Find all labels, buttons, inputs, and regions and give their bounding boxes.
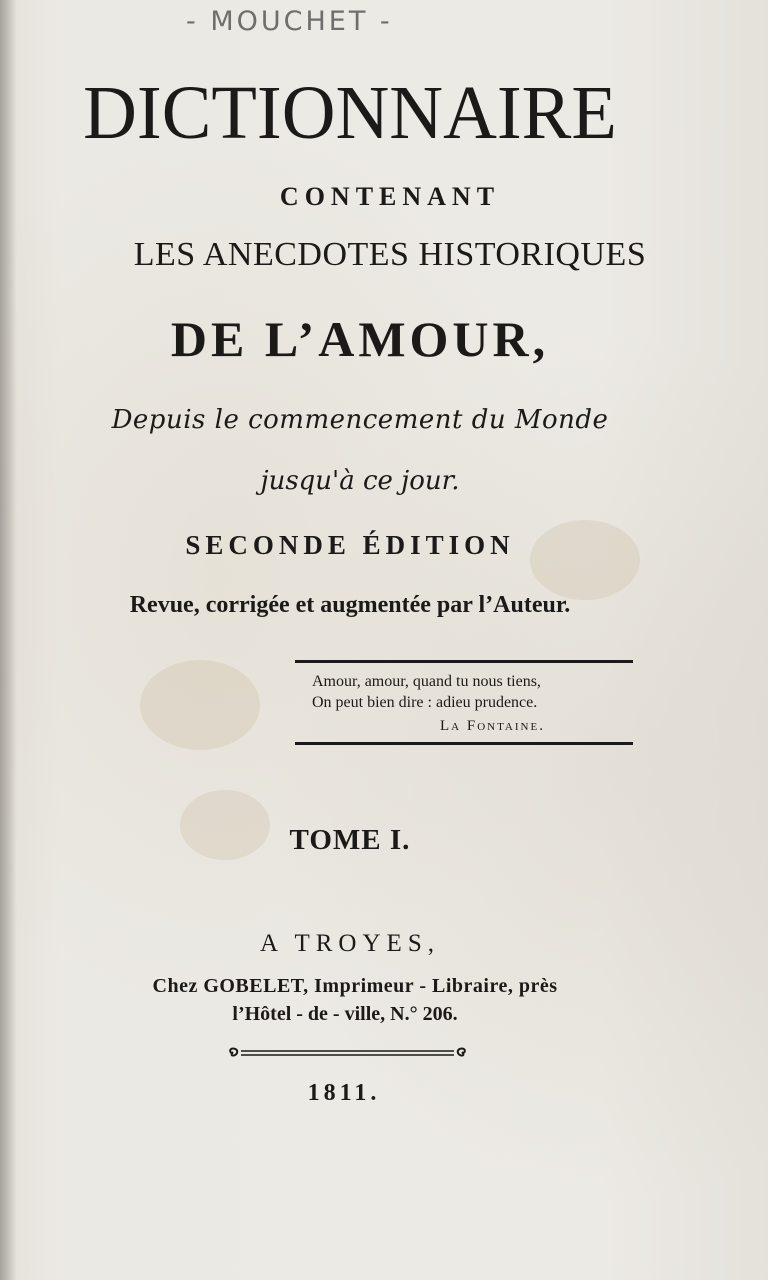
revision-note: Revue, corrigée et augmentée par l’Auteur. (129, 592, 571, 618)
imprint-printer: Chez GOBELET, Imprimeur - Libraire, près (152, 975, 558, 997)
epigraph-top-rule (295, 660, 633, 663)
subtitle-anecdotes: LES ANECDOTES HISTORIQUES (133, 236, 647, 273)
edition-statement: SECONDE ÉDITION (185, 530, 515, 560)
script-line-jusqua: jusqu'à ce jour. (260, 466, 460, 496)
book-title: DICTIONNAIRE (83, 71, 617, 155)
paper-stain (140, 660, 260, 750)
script-line-depuis: Depuis le commencement du Monde (111, 405, 609, 435)
epigraph-line-1: Amour, amour, quand tu nous tiens, (312, 673, 541, 690)
ornamental-rule-icon (225, 1043, 470, 1063)
epigraph-line-2: On peut bien dire : adieu prudence. (312, 694, 538, 711)
handwritten-author-note: - MOUCHET - (186, 6, 393, 37)
imprint-address: l’Hôtel - de - ville, N.° 206. (232, 1003, 458, 1025)
publication-year: 1811. (307, 1080, 381, 1106)
volume-number: TOME I. (289, 824, 411, 856)
epigraph-attribution: La Fontaine. (440, 718, 545, 734)
subtitle-amour: DE L’AMOUR, (170, 311, 550, 367)
subtitle-contenant: CONTENANT (279, 182, 501, 211)
epigraph-bottom-rule (295, 742, 633, 745)
imprint-city: A TROYES, (260, 930, 440, 957)
